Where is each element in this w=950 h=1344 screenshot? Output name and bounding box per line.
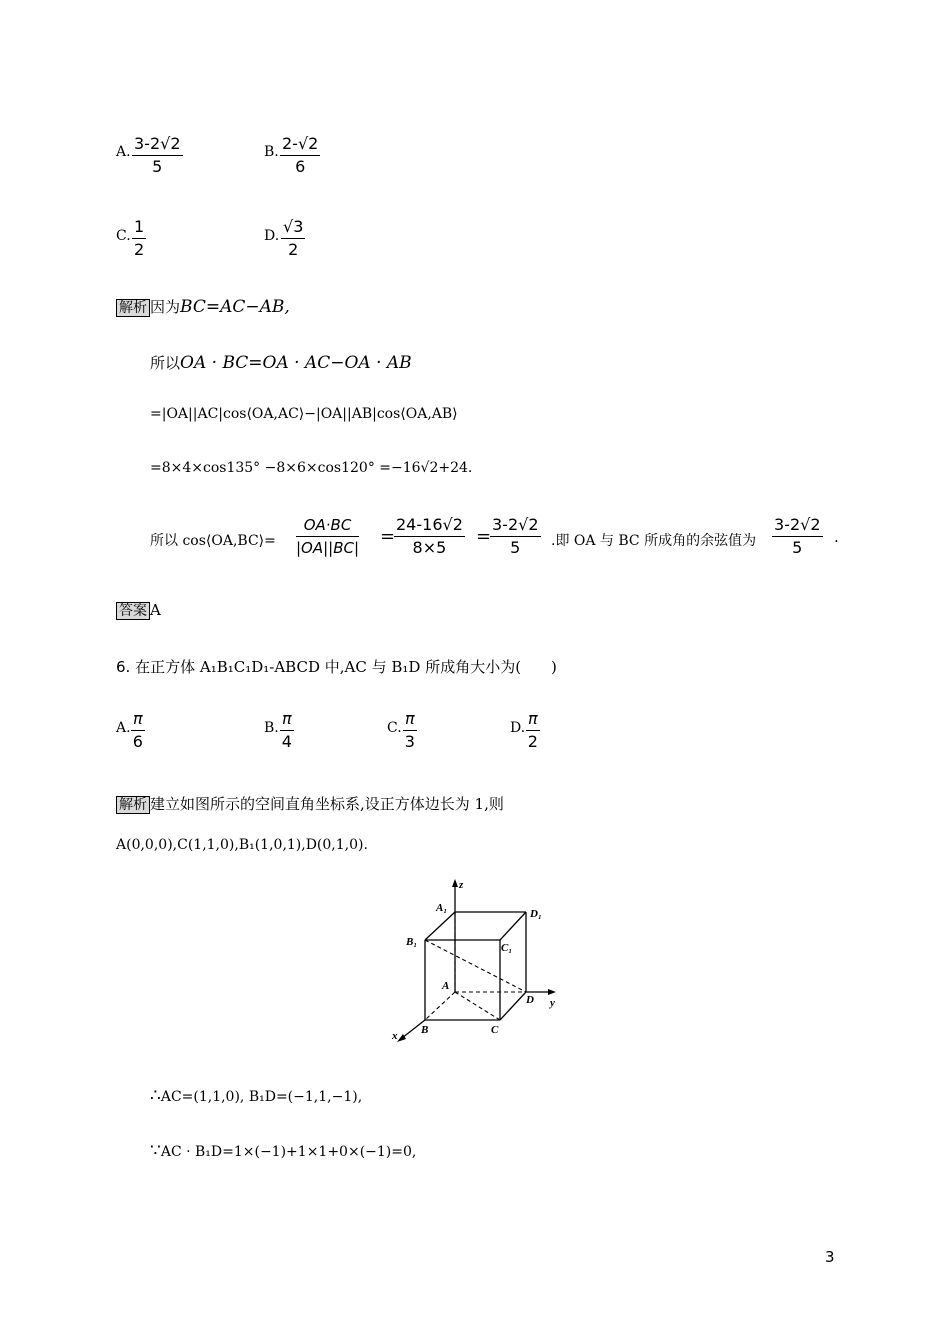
q5-option-b-label: B. — [264, 144, 279, 160]
q6-option-c-label: C. — [387, 720, 402, 736]
label-a1: A₁ — [436, 902, 448, 914]
q5-line2-eq: OA · BC=OA · AC−OA · AB — [180, 353, 412, 373]
label-z: z — [459, 879, 464, 891]
q5-option-d-num: √3 — [281, 217, 305, 239]
q5-line5-frac3 — [490, 515, 541, 559]
q5-line5-frac2-den: 8×5 — [412, 538, 447, 557]
q6-stem — [116, 656, 557, 677]
q6-option-b-label: B. — [264, 720, 279, 736]
q6-option-d-fraction — [526, 709, 540, 753]
q6-step1 — [150, 1086, 362, 1106]
q5-answer-tag: 答案 — [116, 602, 150, 620]
q5-line5-frac1-num: OA·BC — [296, 515, 359, 537]
q6-option-b-num: π — [280, 709, 294, 731]
q5-option-b-fraction — [280, 134, 320, 178]
q6-option-a-fraction — [131, 709, 145, 753]
cube-coordinate-figure — [390, 875, 570, 1045]
q5-option-a-fraction — [132, 134, 183, 178]
q5-line5-frac3-den: 5 — [510, 538, 521, 557]
q5-analysis-line4: =8×4×cos135° −8×6×cos120° =−16√2+24. — [150, 460, 473, 476]
q6-option-c-fraction — [403, 709, 417, 753]
q5-option-a-num: 3-2√2 — [132, 134, 183, 156]
page-number: 3 — [825, 1248, 835, 1266]
q5-line5-equals1: = — [380, 526, 396, 547]
label-y: y — [550, 997, 555, 1009]
edge-c1-d1 — [500, 912, 526, 940]
q5-option-a-label: A. — [116, 144, 131, 160]
q6-analysis-text: 建立如图所示的空间直角坐标系,设正方体边长为 1,则 — [150, 795, 504, 813]
q6-step1-text: AC=(1,1,0), B₁D=(−1,1,−1), — [160, 1089, 363, 1105]
q6-option-d-den: 2 — [527, 732, 538, 751]
q5-line5-frac3-num: 3-2√2 — [490, 515, 541, 537]
z-arrow — [452, 879, 458, 887]
q5-line5-period: . — [834, 528, 839, 546]
q5-option-b-num: 2-√2 — [280, 134, 320, 156]
q5-analysis-line1 — [116, 296, 290, 317]
q5-line5-mid: .即 OA 与 BC 所成角的余弦值为 — [551, 533, 757, 549]
q6-stem-text: 在正方体 A₁B₁C₁D₁-ABCD 中,AC 与 B₁D 所成角大小为( ) — [135, 658, 557, 676]
label-x: x — [392, 1030, 398, 1042]
q5-line5-frac1 — [296, 515, 359, 559]
q6-option-c-den: 3 — [404, 732, 415, 751]
q5-answer-value: A — [150, 601, 161, 619]
q5-line1-prefix: 因为 — [150, 298, 181, 316]
q6-option-d-num: π — [526, 709, 540, 731]
q5-option-d-den: 2 — [288, 240, 299, 259]
q6-analysis-line — [116, 793, 504, 814]
edge-c-d — [500, 992, 526, 1020]
q5-line5-frac1-den: |OA||BC| — [296, 539, 360, 557]
q6-option-a-den: 6 — [132, 732, 143, 751]
q5-option-c-fraction — [132, 217, 146, 261]
q5-analysis-line3: =|OA||AC|cos⟨OA,AC⟩−|OA||AB|cos⟨OA,AB⟩ — [150, 406, 458, 422]
q6-option-a-label: A. — [116, 720, 131, 736]
q5-answer-line — [116, 600, 161, 620]
label-c1: C₁ — [501, 942, 513, 954]
q5-line5-frac4-den: 5 — [792, 538, 803, 557]
q6-number: 6. — [116, 658, 131, 676]
label-b1: B₁ — [406, 936, 418, 948]
q5-option-c-label: C. — [116, 228, 131, 244]
edge-b1-a1 — [425, 912, 455, 940]
q6-step2 — [150, 1141, 416, 1161]
diag-a-c-hidden — [455, 992, 500, 1020]
q6-option-c-num: π — [403, 709, 417, 731]
edge-a-b-hidden — [425, 992, 455, 1020]
q5-line1-eq: BC=AC−AB, — [180, 297, 290, 317]
q5-line5-frac2 — [394, 515, 465, 559]
label-b: B — [421, 1024, 429, 1036]
q5-option-d-fraction — [281, 217, 305, 261]
q5-analysis-tag: 解析 — [116, 299, 150, 317]
q5-line5-frac4-num: 3-2√2 — [772, 515, 823, 537]
q6-coords: A(0,0,0),C(1,1,0),B₁(1,0,1),D(0,1,0). — [116, 837, 368, 853]
label-d: D — [526, 994, 534, 1006]
y-arrow — [548, 989, 556, 995]
q5-option-d-label: D. — [264, 228, 280, 244]
q6-analysis-tag: 解析 — [116, 796, 150, 814]
q5-option-b-den: 6 — [295, 157, 306, 176]
q6-option-b-fraction — [280, 709, 294, 753]
label-a: A — [442, 980, 450, 992]
q6-step2-text: AC · B₁D=1×(−1)+1×1+0×(−1)=0, — [160, 1144, 417, 1160]
q5-analysis-line2 — [150, 352, 412, 373]
q5-line5-frac4 — [772, 515, 823, 559]
label-d1: D₁ — [530, 908, 542, 920]
q5-option-c-num: 1 — [132, 217, 146, 239]
q5-option-a-den: 5 — [152, 157, 163, 176]
q5-line5-frac2-num: 24-16√2 — [394, 515, 465, 537]
q5-line5-prefix: 所以 cos⟨OA,BC⟩= — [150, 533, 276, 549]
q6-step2-symbol: ∵ — [150, 1141, 161, 1161]
label-c: C — [491, 1024, 499, 1036]
q6-step1-symbol: ∴ — [150, 1086, 161, 1106]
q6-option-b-den: 4 — [281, 732, 292, 751]
q6-option-a-num: π — [131, 709, 145, 731]
q5-line2-prefix: 所以 — [150, 354, 181, 372]
q5-option-c-den: 2 — [134, 240, 145, 259]
q6-option-d-label: D. — [510, 720, 526, 736]
q5-line5-equals2: = — [476, 526, 492, 547]
